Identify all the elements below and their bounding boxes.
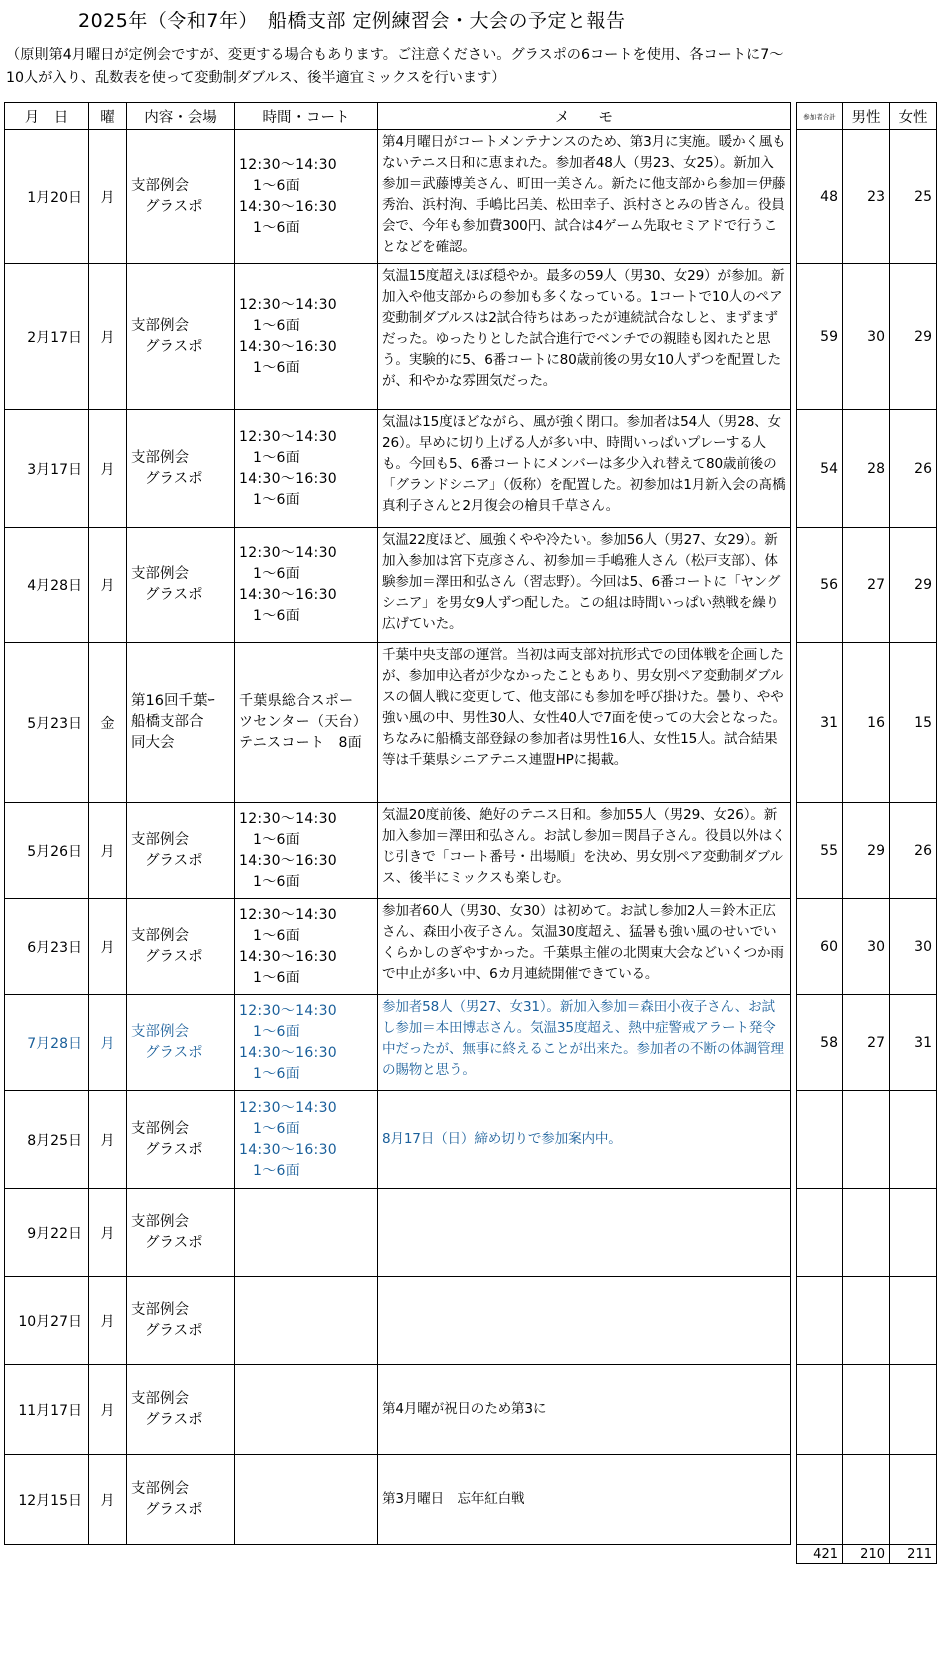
table-row — [5, 130, 791, 264]
count-total: 55 — [797, 803, 843, 899]
time-court-cell — [235, 1189, 378, 1277]
table-row — [5, 264, 791, 410]
date-cell: 10月27日 — [5, 1277, 89, 1365]
time-court-cell-line: 12:30～14:30 — [239, 1099, 337, 1116]
table-row — [5, 410, 791, 528]
time-court-cell-line: 14:30～16:30 — [239, 470, 337, 487]
time-court-cell-line: 14:30～16:30 — [239, 852, 337, 869]
count-total: 56 — [797, 528, 843, 643]
venue-cell — [127, 995, 235, 1091]
header-time: 時間・コート — [235, 103, 378, 130]
venue-cell-line: グラスポ — [145, 1411, 203, 1428]
count-total: 31 — [797, 643, 843, 803]
table-row — [5, 528, 791, 643]
count-female: 26 — [890, 803, 937, 899]
time-court-cell-line: 1～6面 — [253, 1120, 301, 1137]
weekday-cell: 月 — [89, 1189, 127, 1277]
table-row — [5, 1189, 791, 1277]
venue-cell-line: グラスポ — [145, 1501, 203, 1518]
venue-cell-line: グラスポ — [145, 1322, 203, 1339]
time-court-cell-line: 1～6面 — [253, 1065, 301, 1082]
venue-cell-line: 支部例会 — [131, 831, 189, 848]
memo-cell — [378, 1189, 791, 1277]
count-total: 59 — [797, 264, 843, 410]
time-court-cell — [235, 803, 378, 899]
date-cell: 12月15日 — [5, 1455, 89, 1545]
date-cell: 3月17日 — [5, 410, 89, 528]
time-court-cell-line: 1～6面 — [253, 177, 301, 194]
venue-cell — [127, 528, 235, 643]
time-court-cell — [235, 264, 378, 410]
memo-cell: 気温15度超えほぼ穏やか。最多の59人（男30、女29）が参加。新加入や他支部からの参加も多くなっている。1コートで10人のペア変動制ダブルスは2試合待ちはあったが連続試合なしと、まずまずだった。ゆったりとした試合進行でベンチでの親睦も図れたと思う。実験的に5、6番コートに80歳前後の男女10人ずつを配置したが、和やかな雰囲気だった。 — [378, 264, 791, 410]
count-male: 29 — [843, 803, 890, 899]
time-court-cell-line: 千葉県総合スポー — [239, 693, 354, 709]
header-total: 参加者合計 — [797, 103, 843, 130]
count-total — [797, 1277, 843, 1365]
count-female — [890, 1189, 937, 1277]
stats-row — [797, 1455, 937, 1545]
memo-cell: 気温20度前後、絶好のテニス日和。参加55人（男29、女26）。新加入参加＝澤田和弘さん。お試し参加＝関昌子さん。役員以外はくじ引きで「コート番号・出場順」を決め、男女別ペア変動制ダブルス、後半にミックスも楽しむ。 — [378, 803, 791, 899]
time-court-cell-line: 1～6面 — [253, 359, 301, 376]
time-court-cell-line: 1～6面 — [253, 608, 301, 624]
venue-cell — [127, 803, 235, 899]
count-female — [890, 1365, 937, 1455]
count-female: 29 — [890, 528, 937, 643]
time-court-cell-line: 1～6面 — [253, 1023, 301, 1040]
memo-cell: 参加者60人（男30、女30）は初めて。お試し参加2人＝鈴木正広さん、森田小夜子さん。気温30度超え、猛暑も強い風のせいでいくらかしのぎやすかった。千葉県主催の北関東大会などいくつか雨で中止が多い中、6カ月連続開催できている。 — [378, 899, 791, 995]
count-total: 60 — [797, 899, 843, 995]
time-court-cell-line: 1～6面 — [253, 969, 301, 986]
time-court-cell-line: 1～6面 — [253, 566, 301, 582]
count-female: 30 — [890, 899, 937, 995]
schedule-table — [4, 102, 791, 1545]
memo-cell: 第4月曜日がコートメンテナンスのため、第3月に実施。暖かく風もないテニス日和に恵まれた。参加者48人（男23、女25）。新加入参加＝武藤博美さん、町田一美さん。新たに他支部から参加＝伊藤秀治、浜村洵、手嶋比呂美、松田幸子、浜村さとみの皆さん。役員会で、今年も参加費300円、試合は4ゲーム先取セミアドで行うことなどを確認。 — [378, 130, 791, 264]
weekday-cell: 月 — [89, 528, 127, 643]
grand-female: 211 — [890, 1545, 937, 1564]
count-total: 58 — [797, 995, 843, 1091]
venue-cell-line: 同大会 — [131, 735, 175, 751]
count-male — [843, 1455, 890, 1545]
date-cell: 7月28日 — [5, 995, 89, 1091]
date-cell: 11月17日 — [5, 1365, 89, 1455]
count-total — [797, 1189, 843, 1277]
count-male: 27 — [843, 528, 890, 643]
venue-cell-line: グラスポ — [145, 198, 203, 215]
venue-cell — [127, 1365, 235, 1455]
time-court-cell-line: 14:30～16:30 — [239, 1141, 337, 1158]
stats-row — [797, 803, 937, 899]
attendance-table — [796, 102, 937, 1564]
time-court-cell-line: 1～6面 — [253, 491, 301, 508]
time-court-cell-line: 14:30～16:30 — [239, 338, 337, 355]
header-female: 女性 — [890, 103, 937, 130]
count-total: 54 — [797, 410, 843, 528]
count-male — [843, 1365, 890, 1455]
date-cell: 1月20日 — [5, 130, 89, 264]
header-male: 男性 — [843, 103, 890, 130]
time-court-cell-line: テニスコート 8面 — [239, 735, 363, 751]
time-court-cell-line: 1～6面 — [253, 1162, 301, 1179]
time-court-cell-line: 14:30～16:30 — [239, 198, 337, 215]
venue-cell-line: 船橋支部合 — [131, 714, 204, 730]
memo-cell — [378, 1277, 791, 1365]
time-court-cell-line: 12:30～14:30 — [239, 906, 337, 923]
table-row — [5, 1277, 791, 1365]
venue-cell-line: 支部例会 — [131, 927, 189, 944]
count-total — [797, 1455, 843, 1545]
count-male: 27 — [843, 995, 890, 1091]
count-total — [797, 1091, 843, 1189]
stats-row — [797, 643, 937, 803]
memo-cell: 参加者58人（男27、女31）。新加入参加＝森田小夜子さん、お試し参加＝本田博志さん。気温35度超え、熱中症警戒アラート発令中だったが、無事に終えることが出来た。参加者の不断の体調管理の賜物と思う。 — [378, 995, 791, 1091]
venue-cell-line: グラスポ — [145, 587, 203, 603]
weekday-cell: 月 — [89, 1277, 127, 1365]
venue-cell-line: 第16回千葉ｰ — [131, 693, 215, 709]
memo-cell: 千葉中央支部の運営。当初は両支部対抗形式での団体戦を企画したが、参加申込者が少なかったこともあり、男女別ペア変動制ダブルスの個人戦に変更して、他支部にも参加を呼び掛けた。曇り、やや強い風の中、男性30人、女性40人で7面を使っての大会となった。ちなみに船橋支部登録の参加者は男性16人、女性15人。試合結果等は千葉県シニアテニス連盟HPに掲載。 — [378, 643, 791, 803]
weekday-cell: 月 — [89, 130, 127, 264]
time-court-cell-line: 12:30～14:30 — [239, 545, 337, 561]
venue-cell-line: 支部例会 — [131, 1023, 189, 1040]
count-female: 31 — [890, 995, 937, 1091]
date-cell: 5月26日 — [5, 803, 89, 899]
venue-cell-line: 支部例会 — [131, 449, 189, 466]
venue-cell-line: 支部例会 — [131, 566, 189, 582]
stats-row — [797, 899, 937, 995]
weekday-cell: 月 — [89, 803, 127, 899]
weekday-cell: 月 — [89, 410, 127, 528]
venue-cell-line: グラスポ — [145, 948, 203, 965]
time-court-cell — [235, 410, 378, 528]
page-title: 2025年（令和7年） 船橋支部 定例練習会・大会の予定と報告 — [78, 10, 626, 32]
memo-cell: 第4月曜が祝日のため第3に — [378, 1365, 791, 1455]
time-court-cell-line: 12:30～14:30 — [239, 1002, 337, 1019]
date-cell: 4月28日 — [5, 528, 89, 643]
grand-male: 210 — [843, 1545, 890, 1564]
venue-cell — [127, 130, 235, 264]
stats-row — [797, 1365, 937, 1455]
venue-cell-line: グラスポ — [145, 470, 203, 487]
time-court-cell-line: 1～6面 — [253, 317, 301, 334]
weekday-cell: 月 — [89, 1091, 127, 1189]
time-court-cell-line: 14:30～16:30 — [239, 587, 337, 603]
venue-cell — [127, 1277, 235, 1365]
venue-cell-line: グラスポ — [145, 1044, 203, 1061]
count-female — [890, 1277, 937, 1365]
count-male — [843, 1091, 890, 1189]
time-court-cell-line: 14:30～16:30 — [239, 1044, 337, 1061]
totals-row — [797, 1545, 937, 1564]
venue-cell-line: グラスポ — [145, 852, 203, 869]
count-male — [843, 1189, 890, 1277]
table-row — [5, 995, 791, 1091]
grand-total: 421 — [797, 1545, 843, 1564]
stats-row — [797, 1189, 937, 1277]
date-cell: 5月23日 — [5, 643, 89, 803]
header-venue: 内容・会場 — [127, 103, 235, 130]
count-total: 48 — [797, 130, 843, 264]
time-court-cell-line: 12:30～14:30 — [239, 156, 337, 173]
time-court-cell-line: 12:30～14:30 — [239, 810, 337, 827]
memo-cell: 第3月曜日 忘年紅白戦 — [378, 1455, 791, 1545]
time-court-cell-line: 14:30～16:30 — [239, 948, 337, 965]
weekday-cell: 月 — [89, 264, 127, 410]
venue-cell-line: 支部例会 — [131, 177, 189, 194]
count-female: 15 — [890, 643, 937, 803]
count-male: 28 — [843, 410, 890, 528]
header-date: 月 日 — [5, 103, 89, 130]
venue-cell-line: グラスポ — [145, 1234, 203, 1251]
time-court-cell-line: 1～6面 — [253, 831, 301, 848]
table-row — [5, 803, 791, 899]
count-male: 30 — [843, 899, 890, 995]
stats-header-row — [797, 103, 937, 130]
time-court-cell-line: 1～6面 — [253, 927, 301, 944]
table-row — [5, 1455, 791, 1545]
count-male — [843, 1277, 890, 1365]
memo-cell: 8月17日（日）締め切りで参加案内中。 — [378, 1091, 791, 1189]
venue-cell — [127, 410, 235, 528]
time-court-cell-line: 1～6面 — [253, 873, 301, 890]
weekday-cell: 月 — [89, 899, 127, 995]
time-court-cell — [235, 1455, 378, 1545]
time-court-cell — [235, 899, 378, 995]
memo-cell: 気温22度ほど、風強くやや冷たい。参加56人（男27、女29）。新加入参加は宮下克彦さん、初参加＝手嶋雅人さん（松戸支部）、体験参加＝澤田和弘さん（習志野）。今回は5、6番コートに「ヤングシニア」を男女9人ずつ配した。この組は時間いっぱい熱戦を繰り広げていた。 — [378, 528, 791, 643]
venue-cell-line: グラスポ — [145, 338, 203, 355]
date-cell: 8月25日 — [5, 1091, 89, 1189]
header-day: 曜 — [89, 103, 127, 130]
date-cell: 9月22日 — [5, 1189, 89, 1277]
stats-row — [797, 410, 937, 528]
venue-cell-line: 支部例会 — [131, 317, 189, 334]
count-female — [890, 1455, 937, 1545]
table-row — [5, 643, 791, 803]
table-row — [5, 1091, 791, 1189]
time-court-cell — [235, 995, 378, 1091]
weekday-cell: 月 — [89, 995, 127, 1091]
stats-row — [797, 528, 937, 643]
venue-cell — [127, 1189, 235, 1277]
count-male: 30 — [843, 264, 890, 410]
count-female — [890, 1091, 937, 1189]
venue-cell — [127, 1455, 235, 1545]
venue-cell-line: グラスポ — [145, 1141, 203, 1158]
table-row — [5, 1365, 791, 1455]
stats-row — [797, 995, 937, 1091]
stats-row — [797, 1091, 937, 1189]
weekday-cell: 月 — [89, 1455, 127, 1545]
count-male: 23 — [843, 130, 890, 264]
intro-note: （原則第4月曜日が定例会ですが、変更する場合もあります。ご注意ください。グラスポの6コートを使用、各コートに7～10人が入り、乱数表を使って変動制ダブルス、後半適宜ミックスを行います） — [6, 47, 784, 86]
time-court-cell-line: 12:30～14:30 — [239, 296, 337, 313]
memo-cell: 気温は15度ほどながら、風が強く閉口。参加者は54人（男28、女26）。早めに切り上げる人が多い中、時間いっぱいプレーする人も。今回も5、6番コートにメンバーは多少入れ替えて80歳前後の「グランドシニア」（仮称）を配置した。初参加は1月新入会の髙橋真利子さんと2月復会の檜貝千草さん。 — [378, 410, 791, 528]
date-cell: 2月17日 — [5, 264, 89, 410]
stats-row — [797, 264, 937, 410]
venue-cell-line: 支部例会 — [131, 1120, 189, 1137]
table-header-row — [5, 103, 791, 130]
time-court-cell-line: 1～6面 — [253, 449, 301, 466]
time-court-cell-line: 12:30～14:30 — [239, 428, 337, 445]
time-court-cell — [235, 643, 378, 803]
time-court-cell-line: ツセンター（天台） — [239, 714, 368, 730]
venue-cell-line: 支部例会 — [131, 1480, 189, 1497]
date-cell: 6月23日 — [5, 899, 89, 995]
stats-row — [797, 1277, 937, 1365]
time-court-cell-line: 1～6面 — [253, 219, 301, 236]
venue-cell — [127, 1091, 235, 1189]
venue-cell — [127, 264, 235, 410]
weekday-cell: 月 — [89, 1365, 127, 1455]
count-male: 16 — [843, 643, 890, 803]
count-female: 29 — [890, 264, 937, 410]
count-female: 25 — [890, 130, 937, 264]
header-memo: メ モ — [378, 103, 791, 130]
venue-cell-line: 支部例会 — [131, 1301, 189, 1318]
time-court-cell — [235, 1091, 378, 1189]
time-court-cell — [235, 1365, 378, 1455]
count-female: 26 — [890, 410, 937, 528]
time-court-cell — [235, 528, 378, 643]
count-total — [797, 1365, 843, 1455]
venue-cell — [127, 643, 235, 803]
weekday-cell: 金 — [89, 643, 127, 803]
venue-cell-line: 支部例会 — [131, 1390, 189, 1407]
time-court-cell — [235, 1277, 378, 1365]
venue-cell — [127, 899, 235, 995]
table-row — [5, 899, 791, 995]
stats-row — [797, 130, 937, 264]
time-court-cell — [235, 130, 378, 264]
venue-cell-line: 支部例会 — [131, 1213, 189, 1230]
